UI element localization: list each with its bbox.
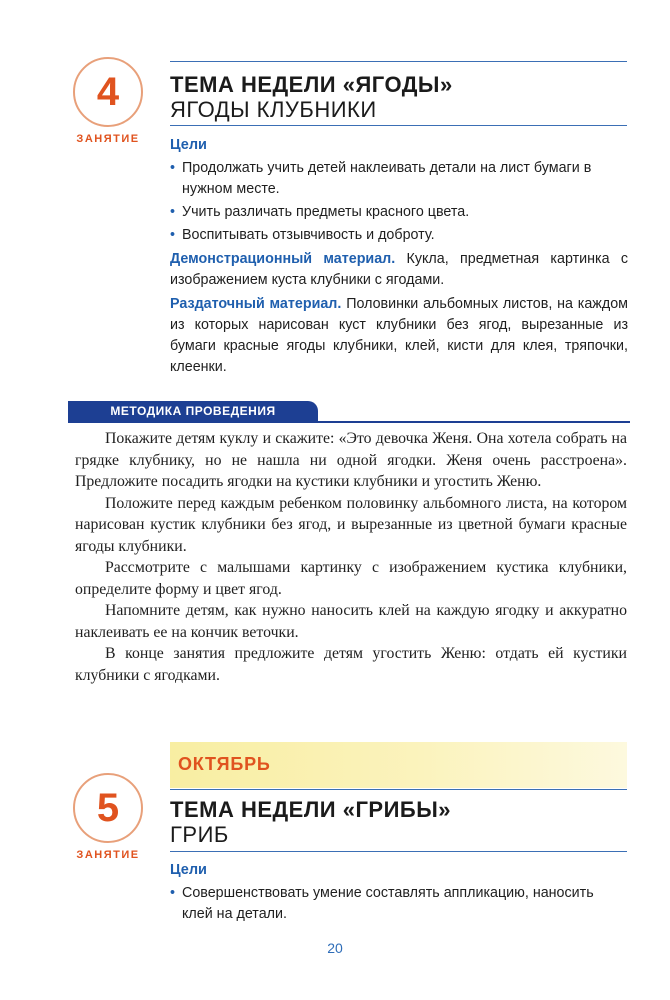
method-paragraph: Рассмотрите с малышами картинку с изображением кустика клубники, определите форму и цвет ягод. [75, 559, 627, 598]
lesson-4-goals-list [166, 158, 628, 248]
method-section-bar [68, 401, 630, 423]
method-paragraph: Покажите детям куклу и скажите: «Это девочка Женя. Она хотела собрать на грядке клубнику, но не нашла ни одной ягодки. Женя очень расстроена». Предложите посадить ягодки на кустики клубники и угостить Женю. [75, 430, 627, 490]
lesson-5-badge [66, 773, 150, 861]
lesson-5-subtitle: ГРИБ [170, 822, 229, 847]
bullet-icon: • [170, 885, 176, 901]
lesson-4-theme-title: ТЕМА НЕДЕЛИ «ЯГОДЫ» [170, 72, 453, 97]
lesson-4-subtitle: ЯГОДЫ КЛУБНИКИ [170, 97, 377, 122]
lesson-number-circle: 4 [73, 57, 143, 127]
lesson-4-badge [66, 57, 150, 145]
bullet-icon: • [170, 227, 176, 243]
month-banner [170, 742, 627, 788]
bullet-icon: • [170, 204, 176, 220]
lesson-number-circle: 5 [73, 773, 143, 843]
demo-material-label: Демонстрационный материал. [170, 251, 396, 267]
bullet-icon: • [170, 160, 176, 176]
lesson-label: ЗАНЯТИЕ [76, 133, 140, 145]
method-paragraph: Напомните детям, как нужно наносить клей на каждую ягодку и аккуратно наклеивать ее на кончик веточки. [75, 602, 627, 641]
handout-material [170, 294, 628, 378]
top-rule [170, 61, 627, 62]
list-item: • Воспитывать отзывчивость и доброту. [166, 225, 628, 246]
lesson-5-goals-heading: Цели [170, 862, 207, 878]
list-item: • Учить различать предметы красного цвета. [166, 202, 628, 223]
month-label: ОКТЯБРЬ [178, 754, 271, 774]
method-heading: МЕТОДИКА ПРОВЕДЕНИЯ [68, 401, 318, 421]
method-paragraph: В конце занятия предложите детям угостить Женю: отдать ей кустики клубники с ягодками. [75, 645, 627, 684]
demo-material [170, 249, 628, 291]
lesson-4-goals-heading: Цели [170, 137, 207, 153]
lesson-4-title-rule [170, 125, 627, 126]
method-paragraph: Положите перед каждым ребенком половинку альбомного листа, на котором нарисован кустик клубники без ягод, и вырезанные из цветной бумаги красные ягоды клубники. [75, 494, 627, 555]
lesson-5-goals-list [166, 883, 628, 927]
list-item: • Продолжать учить детей наклеивать детали на лист бумаги в нужном месте. [170, 160, 592, 197]
list-item: • Совершенствовать умение составлять аппликацию, наносить клей на детали. [170, 885, 594, 922]
lesson-label: ЗАНЯТИЕ [76, 849, 140, 861]
lesson-5-theme-title: ТЕМА НЕДЕЛИ «ГРИБЫ» [170, 797, 451, 822]
handout-material-label: Раздаточный материал. [170, 296, 342, 312]
page-number: 20 [327, 940, 343, 956]
lesson-5-top-rule [170, 789, 627, 790]
method-text [75, 428, 627, 686]
lesson-5-title-rule [170, 851, 627, 852]
demo-material-text: Кукла, предметная картинка с изображением куста клубники с ягодами. [170, 251, 629, 288]
handout-material-text: Половинки альбомных листов, на каждом из которых нарисован куст клубники без ягод, вырезанные из бумаги красные ягоды клубники, клей, кисти для клея, тряпочки, клеенки. [170, 296, 628, 375]
